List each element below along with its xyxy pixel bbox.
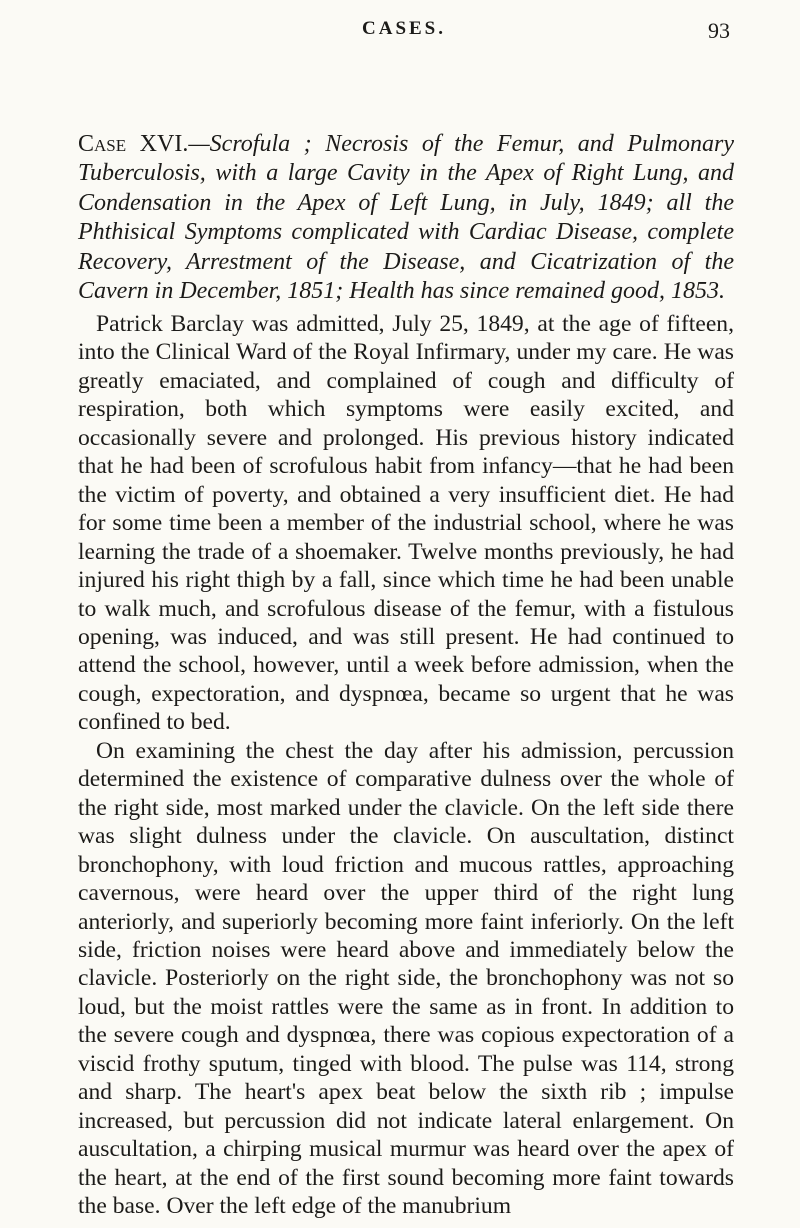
paragraph: Patrick Barclay was admitted, July 25, 1849, at the age of fifteen, into the Clinical Ward of the Royal Infirmary, under my care. He was greatly emaciated, and complained of cough and difficulty of respiration, both which symptoms were easily excited, and occasionally severe and prolonged. His previous history indicated that he had been of scrofulous habit from infancy—that he had been the victim of poverty, and obtained a very insufficient diet. He had for some time been a member of the industrial school, where he was learning the trade of a shoemaker. Twelve months previously, he had injured his right thigh by a fall, since which time he had been unable to walk much, and scrofulous disease of the femur, with a fistulous opening, was induced, and was still present. He had continued to attend the school, however, until a week before admission, when the cough, expectoration, and dyspnœa, became so urgent that he was confined to bed. <box>78 311 734 736</box>
page-header <box>78 18 730 52</box>
case-heading <box>78 130 734 306</box>
running-head: CASES. <box>362 18 446 39</box>
case-body <box>78 310 734 1221</box>
page-number: 93 <box>708 18 730 43</box>
case-title: —Scrofula ; Necrosis of the Femur, and Pulmonary Tuberculosis, with a large Cavity in the Apex of Right Lung, and Condensation in the Apex of Left Lung, in July, 1849; all the Phthisical Symptoms complicated with Cardiac Disease, complete Recovery, Arrestment of the Disease, and Cicatrization of the Cavern in December, 1851; Health has since remained good, 1853. <box>78 131 734 305</box>
paragraph: On examining the chest the day after his admission, percussion determined the existence of comparative dulness over the whole of the right side, most marked under the clavicle. On the left side there was slight dulness under the clavicle. On auscultation, distinct bronchophony, with loud friction and mucous rattles, approaching cavernous, were heard over the upper third of the right lung anteriorly, and superiorly becoming more faint inferiorly. On the left side, friction noises were heard above and immediately below the clavicle. Posteriorly on the right side, the bronchophony was not so loud, but the moist rattles were the same as in front. In addition to the severe cough and dyspnœa, there was copious expectoration of a viscid frothy sputum, tinged with blood. The pulse was 114, strong and sharp. The heart's apex beat below the sixth rib ; impulse increased, but percussion did not indicate lateral enlargement. On auscultation, a chirping musical murmur was heard over the apex of the heart, at the end of the first sound becoming more faint towards the base. Over the left edge of the manubrium <box>78 737 734 1220</box>
case-label: Case XVI. <box>78 131 189 157</box>
